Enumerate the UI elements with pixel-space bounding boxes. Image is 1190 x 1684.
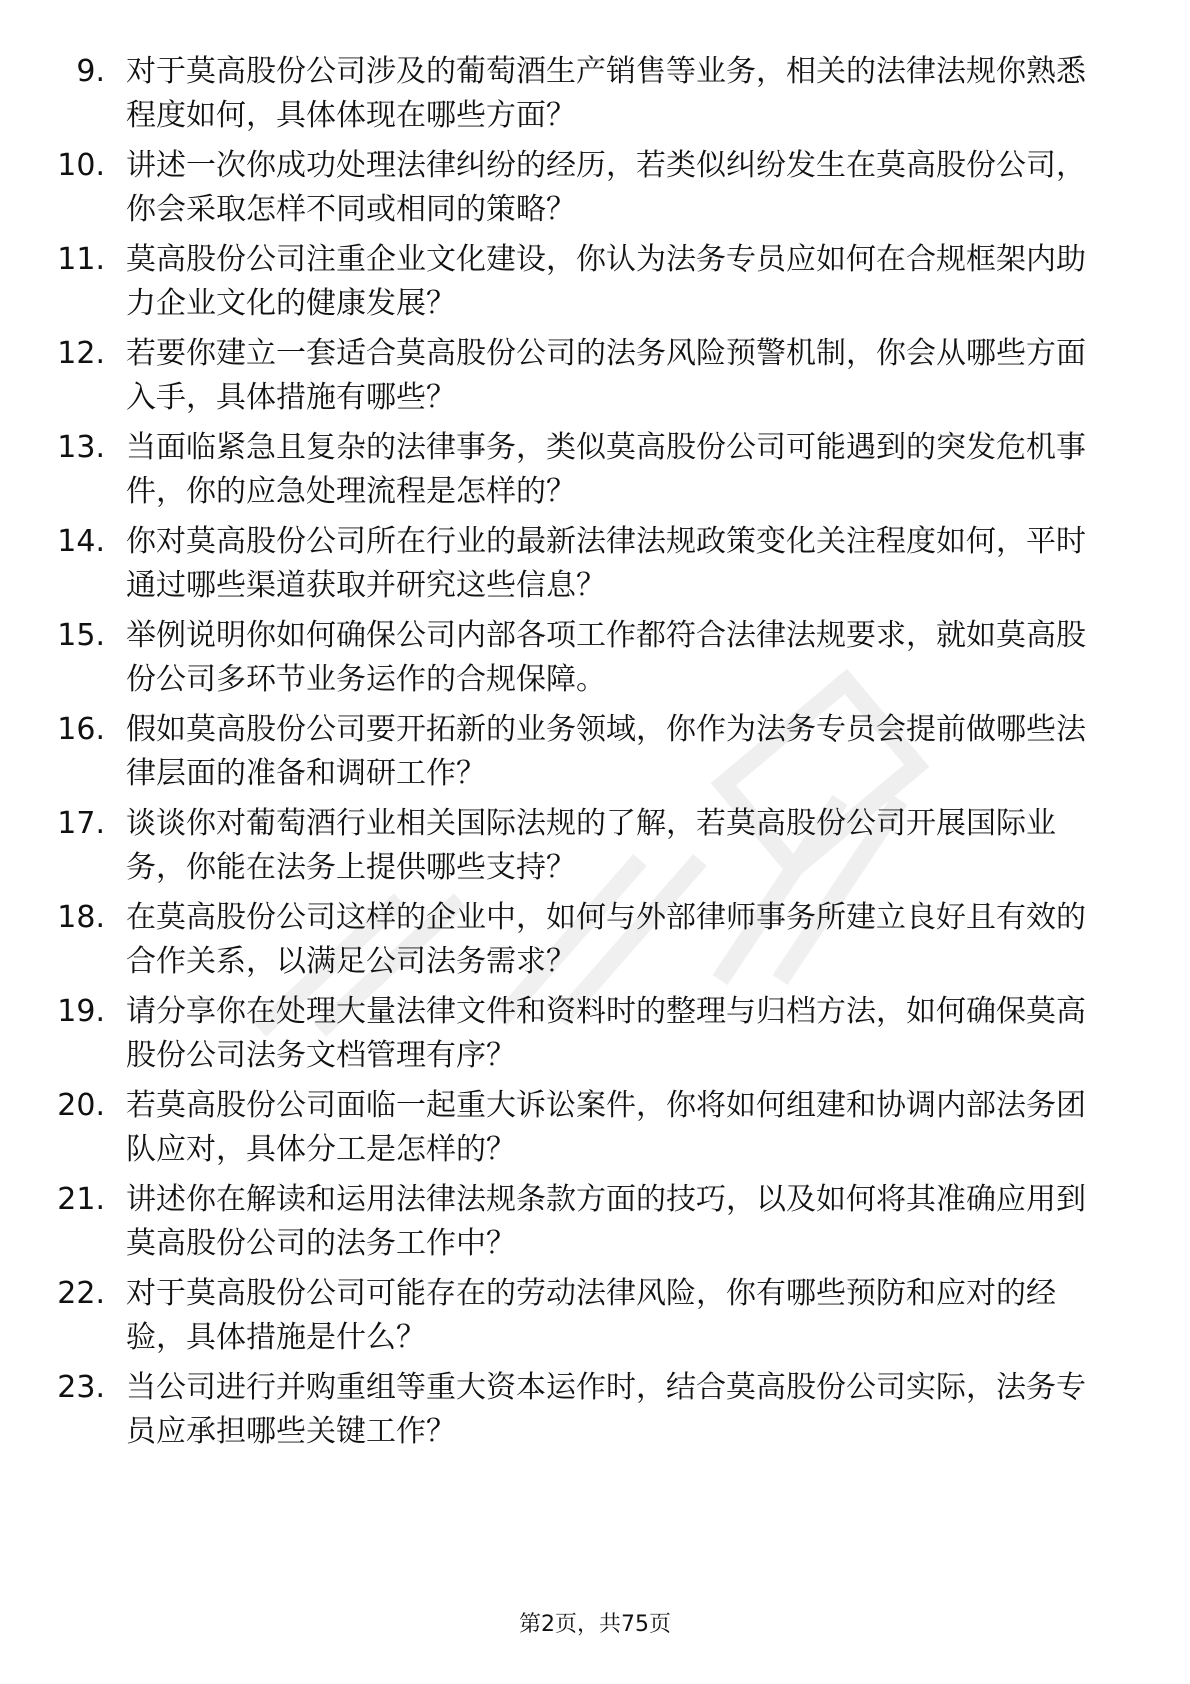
list-item [0, 1366, 1190, 1460]
question-text: 你对莫高股份公司所在行业的最新法律法规政策变化关注程度如何，平时通过哪些渠道获取并研究这些信息？ [126, 524, 1086, 603]
question-number: 16. [57, 712, 105, 747]
list-item [0, 1084, 1190, 1178]
question-text: 莫高股份公司注重企业文化建设，你认为法务专员应如何在合规框架内助力企业文化的健康发展？ [126, 242, 1086, 321]
question-number: 21. [57, 1182, 105, 1217]
list-item [0, 520, 1190, 614]
question-number: 23. [57, 1370, 105, 1405]
page-footer [0, 1610, 1190, 1640]
question-text: 若要你建立一套适合莫高股份公司的法务风险预警机制，你会从哪些方面入手，具体措施有哪些？ [126, 336, 1086, 415]
question-text: 当公司进行并购重组等重大资本运作时，结合莫高股份公司实际，法务专员应承担哪些关键工作？ [126, 1370, 1086, 1449]
question-text: 对于莫高股份公司可能存在的劳动法律风险，你有哪些预防和应对的经验，具体措施是什么？ [126, 1276, 1056, 1355]
question-number: 10. [57, 148, 105, 183]
question-list [0, 50, 1190, 1460]
question-number: 17. [57, 806, 105, 841]
question-number: 9. [76, 54, 105, 89]
question-text: 在莫高股份公司这样的企业中，如何与外部律师事务所建立良好且有效的合作关系，以满足公司法务需求？ [126, 900, 1086, 979]
question-text: 讲述一次你成功处理法律纠纷的经历，若类似纠纷发生在莫高股份公司，你会采取怎样不同或相同的策略？ [126, 148, 1086, 227]
question-text: 举例说明你如何确保公司内部各项工作都符合法律法规要求，就如莫高股份公司多环节业务运作的合规保障。 [126, 618, 1086, 697]
question-number: 12. [57, 336, 105, 371]
question-text: 对于莫高股份公司涉及的葡萄酒生产销售等业务，相关的法律法规你熟悉程度如何，具体体现在哪些方面？ [126, 54, 1086, 133]
list-item [0, 896, 1190, 990]
question-text: 假如莫高股份公司要开拓新的业务领域，你作为法务专员会提前做哪些法律层面的准备和调研工作？ [126, 712, 1086, 791]
list-item [0, 614, 1190, 708]
question-number: 19. [57, 994, 105, 1029]
list-item [0, 332, 1190, 426]
question-number: 22. [57, 1276, 105, 1311]
question-number: 18. [57, 900, 105, 935]
question-number: 15. [57, 618, 105, 653]
question-text: 请分享你在处理大量法律文件和资料时的整理与归档方法，如何确保莫高股份公司法务文档管理有序？ [126, 994, 1086, 1073]
list-item [0, 1272, 1190, 1366]
question-number: 14. [57, 524, 105, 559]
list-item [0, 990, 1190, 1084]
list-item [0, 50, 1190, 144]
list-item [0, 802, 1190, 896]
list-item [0, 426, 1190, 520]
question-number: 13. [57, 430, 105, 465]
list-item [0, 238, 1190, 332]
list-item [0, 144, 1190, 238]
question-text: 当面临紧急且复杂的法律事务，类似莫高股份公司可能遇到的突发危机事件，你的应急处理流程是怎样的？ [126, 430, 1086, 509]
question-text: 讲述你在解读和运用法律法规条款方面的技巧，以及如何将其准确应用到莫高股份公司的法务工作中？ [126, 1182, 1086, 1261]
question-text: 若莫高股份公司面临一起重大诉讼案件，你将如何组建和协调内部法务团队应对，具体分工是怎样的？ [126, 1088, 1086, 1167]
list-item [0, 708, 1190, 802]
question-number: 20. [57, 1088, 105, 1123]
question-number: 11. [57, 242, 105, 277]
list-item [0, 1178, 1190, 1272]
page-number-label: 第2页，共75页 [519, 1612, 671, 1637]
question-text: 谈谈你对葡萄酒行业相关国际法规的了解，若莫高股份公司开展国际业务，你能在法务上提供哪些支持？ [126, 806, 1056, 885]
